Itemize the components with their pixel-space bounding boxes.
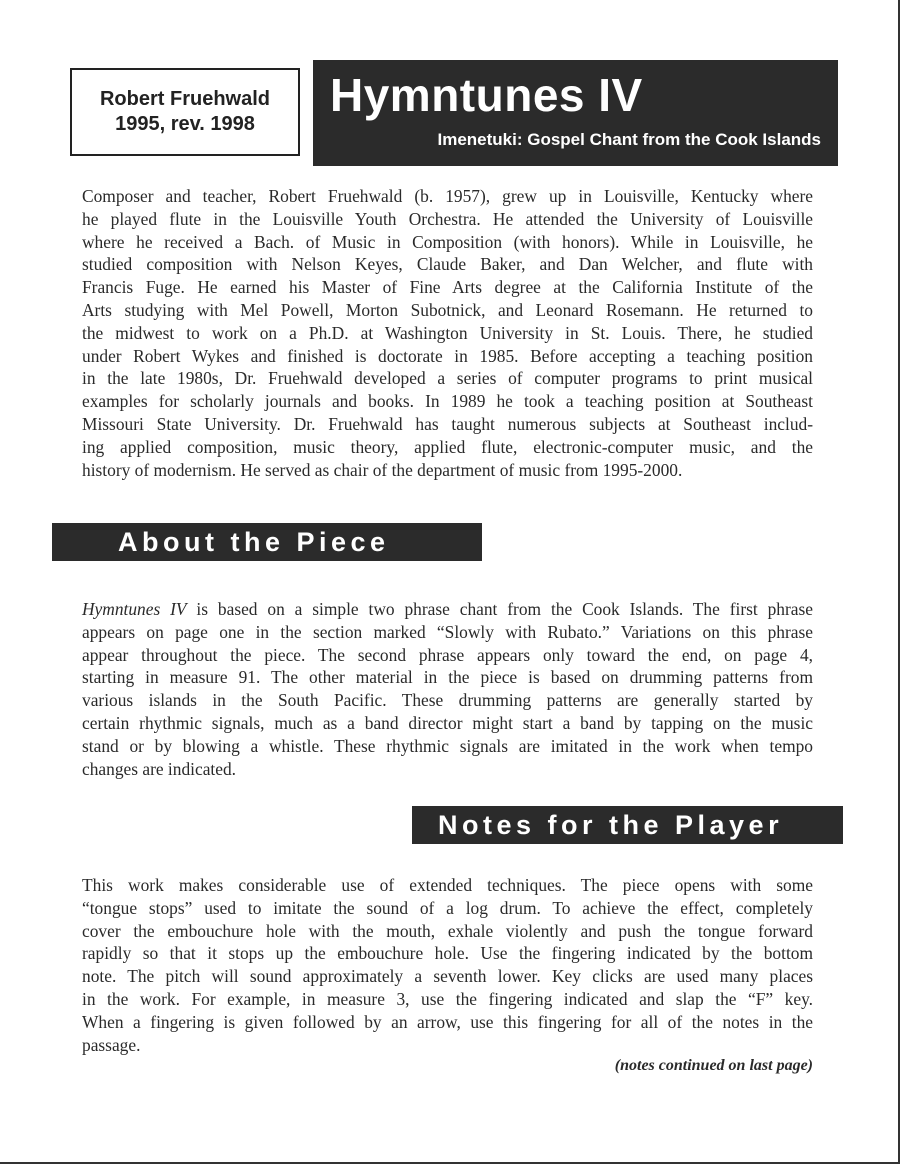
notes-line: passage. xyxy=(82,1034,141,1055)
bio-line: history of modernism. He served as chair of the department of music from 1995-2000. xyxy=(82,459,683,480)
composer-dates: 1995, rev. 1998 xyxy=(115,113,255,135)
notes-paragraph xyxy=(82,874,813,1056)
notes-line: rapidly so that it stops up the embouchure hole. Use the fingering indicated by the bottom xyxy=(82,943,813,964)
about-paragraph xyxy=(82,598,813,780)
notes-line: When a fingering is given followed by an arrow, use this fingering for all of the notes in the xyxy=(82,1011,813,1032)
bio-line: under Robert Wykes and finished is doctorate in 1985. Before accepting a teaching position xyxy=(82,345,813,366)
about-line-text: is based on a simple two phrase chant from the Cook Islands. The first phrase xyxy=(186,599,814,619)
bio-line: Composer and teacher, Robert Fruehwald (b. 1957), grew up in Louisville, Kentucky where xyxy=(82,186,813,206)
bio-line: Arts studying with Mel Powell, Morton Subotnick, and Leonard Rosemann. He returned to xyxy=(82,299,813,320)
about-line: stand or by blowing a whistle. These rhythmic signals are imitated in the work when tempo xyxy=(82,735,813,756)
notes-line: This work makes considerable use of extended techniques. The piece opens with some xyxy=(82,875,813,895)
composer-box xyxy=(70,68,300,156)
bio-line: studied composition with Nelson Keyes, Claude Baker, and Dan Welcher, and flute with xyxy=(82,254,813,275)
piece-subtitle: Imenetuki: Gospel Chant from the Cook Islands xyxy=(437,130,821,149)
about-line: certain rhythmic signals, much as a band director might start a band by tapping on the music xyxy=(82,712,813,733)
bio-line: ing applied composition, music theory, applied flute, electronic-computer music, and the xyxy=(82,436,813,457)
notes-line: note. The pitch will sound approximately a seventh lower. Key clicks are used many places xyxy=(82,966,813,987)
notes-heading-bar xyxy=(412,806,843,844)
piece-title-italic: Hymntunes IV xyxy=(82,599,187,619)
about-line: appear throughout the piece. The second phrase appears only toward the end, on page 4, xyxy=(82,644,813,665)
notes-heading: Notes for the Player xyxy=(438,810,784,840)
bio-line: in the late 1980s, Dr. Fruehwald developed a series of computer programs to print musical xyxy=(82,368,813,389)
bio-line: he played flute in the Louisville Youth Orchestra. He attended the University of Louisville xyxy=(82,208,813,229)
bio-line: Francis Fuge. He earned his Master of Fine Arts degree at the California Institute of the xyxy=(82,277,813,298)
bio-line: Missouri State University. Dr. Fruehwald has taught numerous subjects at Southeast includ- xyxy=(82,413,813,434)
notes-line: in the work. For example, in measure 3, use the fingering indicated and slap the “F” key. xyxy=(82,988,813,1009)
bio-line: examples for scholarly journals and books. In 1989 he took a teaching position at Southeast xyxy=(82,391,813,412)
about-line: various islands in the South Pacific. These drumming patterns are generally started by xyxy=(82,690,813,711)
composer-biography xyxy=(82,185,813,481)
about-heading: About the Piece xyxy=(118,527,390,557)
about-line xyxy=(82,598,813,621)
about-line: starting in measure 91. The other material in the piece is based on drumming patterns from xyxy=(82,667,813,688)
about-line: changes are indicated. xyxy=(82,758,237,779)
notes-line: “tongue stops” used to imitate the sound of a log drum. To achieve the effect, completely xyxy=(82,897,813,918)
about-line: appears on page one in the section marked “Slowly with Rubato.” Variations on this phrase xyxy=(82,621,813,642)
bio-line: the midwest to work on a Ph.D. at Washington University in St. Louis. There, he studied xyxy=(82,322,813,343)
title-banner xyxy=(313,60,838,166)
notes-line: cover the embouchure hole with the mouth, exhale violently and push the tongue forward xyxy=(82,920,813,941)
composer-name: Robert Fruehwald xyxy=(99,88,270,110)
notes-continued-note: (notes continued on last page) xyxy=(614,1057,813,1074)
bio-line: where he received a Bach. of Music in Composition (with honors). While in Louisville, he xyxy=(82,231,813,252)
piece-title: Hymntunes IV xyxy=(330,69,643,121)
about-heading-bar xyxy=(52,523,482,561)
